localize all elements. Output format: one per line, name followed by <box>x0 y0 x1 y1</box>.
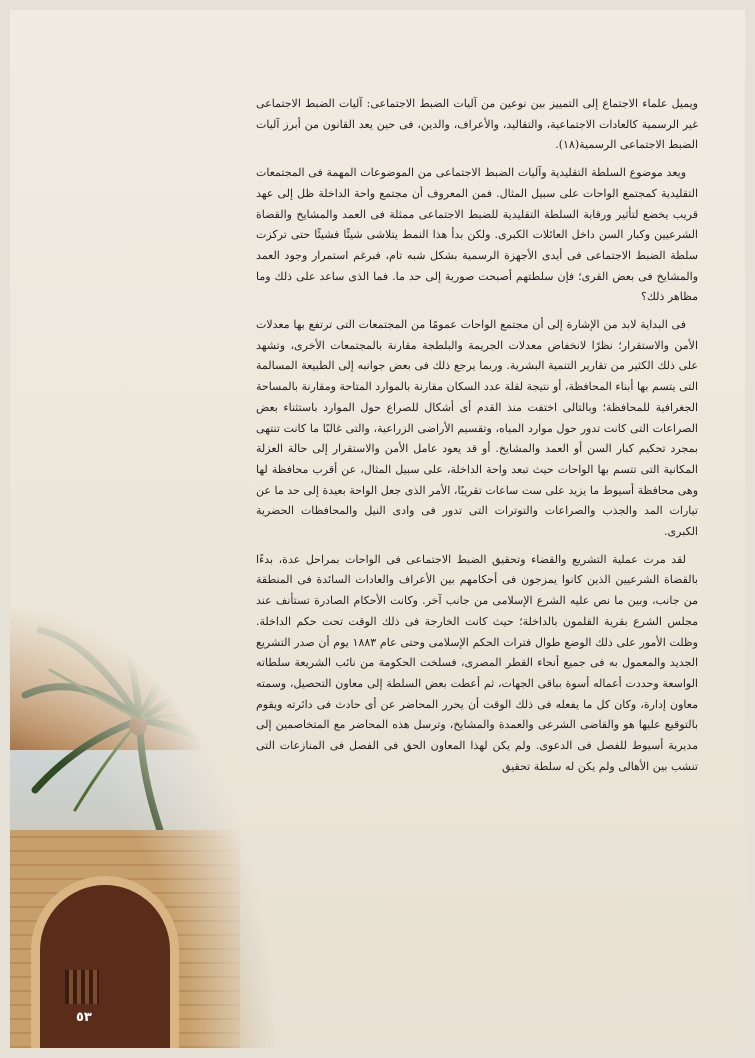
paragraph-3: فى البداية لابد من الإشارة إلى أن مجتمع الواحات عمومًا من المجتمعات التى ترتفع بها معدلات الأمن والاستقرار؛ نظرًا لانخفاض معدلات الجريمة والبلطجة مقارنة بالمجتمعات الأخرى، وتشهد على ذلك الكثير من تقارير التنمية البشرية. وربما يرجع ذلك فى بعض جوانبه إلى الطبيعة المسالمة التى يتسم بها أبناء المحافظة، أو نتيجة لقلة عدد السكان مقارنة بالموارد المتاحة ومقارنة بالمساحة الجغرافية للمحافظة؛ وبالتالى اختفت منذ القدم أى أشكال للصراع حول الموارد باستثناء بعض الصراعات التى كانت تدور حول موارد المياه، وتقسيم الأراضى الزراعية، والتى غالبًا ما كانت تنتهى بمجرد تحكيم كبار السن أو العمد والمشايخ. أو قد يعود عامل الأمن والاستقرار إلى حالة العزلة المكانية التى تتسم بها الواحات حيث تبعد واحة الداخلة، على سبيل المثال، عن أقرب محافظة لها وهى محافظة أسيوط ما يزيد على ست ساعات تقريبًا، الأمر الذى جعل الواحة بعيدة إلى حد ما عن تيارات المد والجذب والصراعات والتوترات التى تدور فى وادى النيل والمحافظات الحضرية الكبرى. <box>256 318 698 539</box>
palm-tree-icon <box>20 600 260 840</box>
page-number: ٥٣ <box>76 1010 92 1025</box>
paragraph-1: ويميل علماء الاجتماع إلى التمييز بين نوعين من آليات الضبط الاجتماعى: آليات الضبط الاجتماعى غير الرسمية كالعادات الاجتماعية، والتقاليد، والأعراف، والدين، فى حين يعد القانون من أبرز آليات الضبط الاجتماعى الرسمية(١٨). <box>256 97 698 152</box>
body-text <box>256 94 698 785</box>
arched-doorway <box>40 885 170 1048</box>
paragraph-4: لقد مرت عملية التشريع والقضاء وتحقيق الضبط الاجتماعى فى الواحات بمراحل عدة، بدءًا بالقضاة الشرعيين الذين كانوا يمزجون فى أحكامهم بين الأعراف والعادات السائدة فى المنطقة من جانب، وبين ما نص عليه الشرع الإسلامى من جانب آخر. وكانت الأحكام الصادرة تستأنف عند مجلس الشرع بقرية القلمون بالداخلة؛ حيث كانت الخارجة فى ذلك الوقت تحت حكم الداخلة. وظلت الأمور على ذلك الوضع طوال فترات الحكم الإسلامى وحتى عام ١٨٨٣ يوم أن صدر التشريع الجديد والمعمول به فى جميع أنحاء القطر المصرى، فسلخت الحكومة من نائب الشريعة سلطاته الواسعة وحددت أعماله أسوة بباقى الجهات، ثم أعطت بعض السلطة إلى معاون التحصيل، وسمته معاون إدارة، وكان كل ما يفعله فى ذلك الوقت أن يحرر المحاضر عن أى حادث فى دائرته ويقوم بالتوقيع عليها هو والقاضى الشرعى والعمدة والمشايخ، وترسل هذه المحاضر مع المتخاصمين إلى مديرية أسيوط للفصل فى الدعوى. ولم يكن لهذا المعاون الحق فى الفصل فى المنازعات التى تنشب بين الأهالى ولم يكن له سلطة تحقيق <box>256 552 698 773</box>
document-page <box>10 10 745 1048</box>
paragraph-2: ويعد موضوع السلطة التقليدية وآليات الضبط الاجتماعى من الموضوعات المهمة فى المجتمعات التقليدية كمجتمع الواحات على سبيل المثال. فمن المعروف أن مجتمع واحة الداخلة ظل إلى عهد قريب يخضع لتأثير ورقابة السلطة التقليدية للضبط الاجتماعى ممثلة فى العمد والمشايخ والقضاة الشرعيين وكبار السن داخل العائلات الكبرى. ولكن بدأ هذا النمط يتلاشى شيئًا فشيئًا حتى تركزت سلطة الضبط الاجتماعى فى أيدى الأجهزة الرسمية بشكل شبه تام، فبرغم استمرار وجود العمد والمشايخ فى بعض القرى؛ فإن سلطتهم أصبحت صورية إلى حد ما. فما الذى ساعد على ذلك وما مظاهر ذلك؟ <box>256 166 698 304</box>
lattice-window <box>65 970 99 1004</box>
oasis-palm-arch-photo <box>10 480 280 1048</box>
